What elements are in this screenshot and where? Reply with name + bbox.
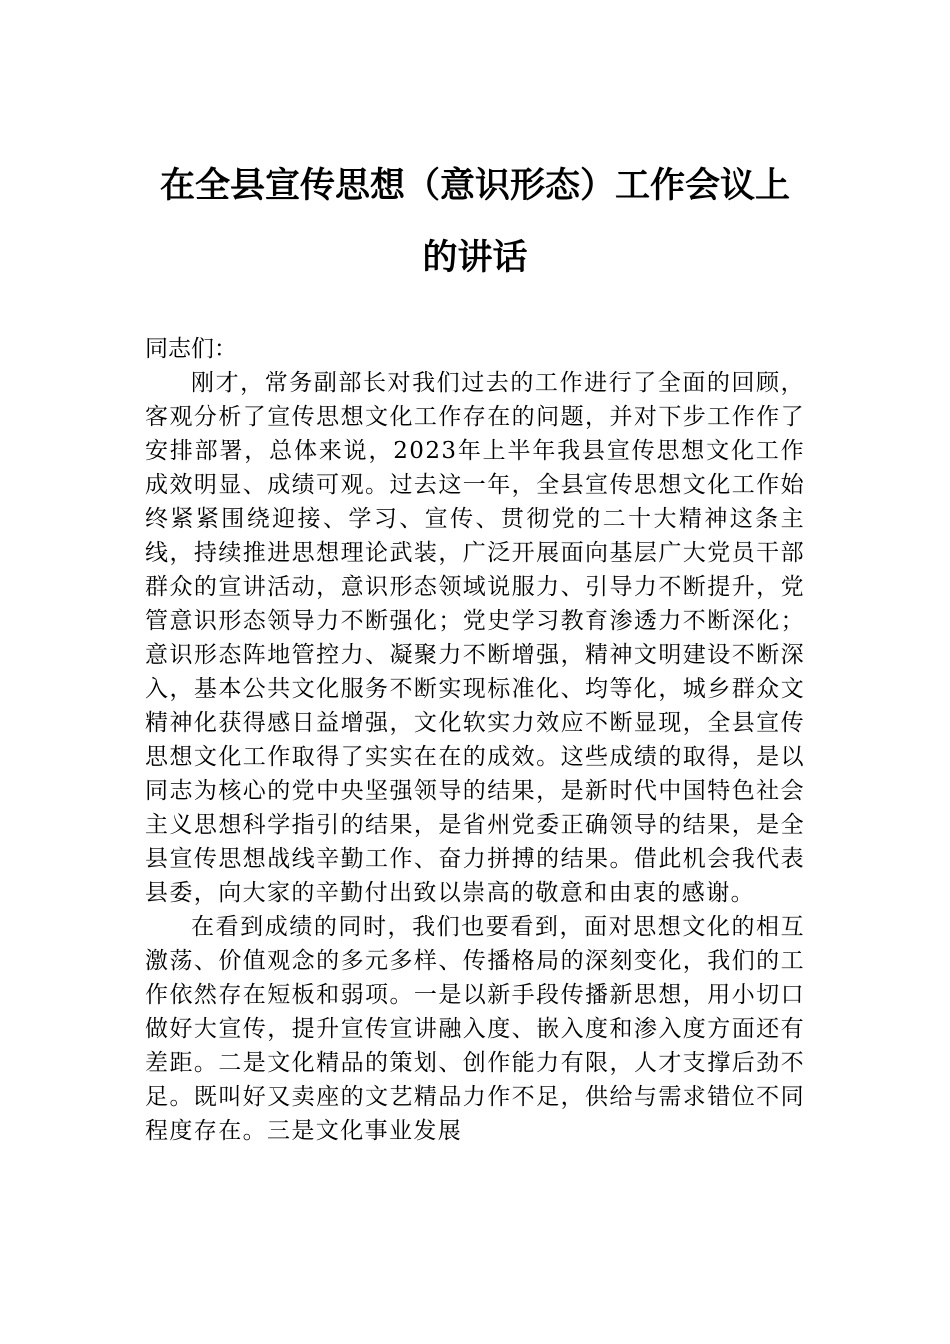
salutation: 同志们： <box>145 336 237 362</box>
paragraph-2: 在看到成绩的同时，我们也要看到，面对思想文化的相互激荡、价值观念的多元多样、传播格局的深刻变化，我们的工作依然存在短板和弱项。一是以新手段传播新思想，用小切口做好大宣传，提升宣传宣讲融入度、嵌入度和渗入度方面还有差距。二是文化精品的策划、创作能力有限，人才支撑后劲不足。既叫好又卖座的文艺精品力作不足，供给与需求错位不同程度存在。三是文化事业发展 <box>145 914 805 1144</box>
title-line-1: 在全县宣传思想（意识形态）工作会议上 <box>159 165 790 206</box>
document-page <box>145 150 805 1148</box>
document-title <box>145 150 805 294</box>
title-line-2: 的讲话 <box>422 237 528 278</box>
paragraph-1: 刚才，常务副部长对我们过去的工作进行了全面的回顾，客观分析了宣传思想文化工作存在的问题，并对下步工作作了安排部署，总体来说，2023年上半年我县宣传思想文化工作成效明显、成绩可观。过去这一年，全县宣传思想文化工作始终紧紧围绕迎接、学习、宣传、贯彻党的二十大精神这条主线，持续推进思想理论武装，广泛开展面向基层广大党员干部群众的宣讲活动，意识形态领域说服力、引导力不断提升，党管意识形态领导力不断强化；党史学习教育渗透力不断深化；意识形态阵地管控力、凝聚力不断增强，精神文明建设不断深入，基本公共文化服务不断实现标准化、均等化，城乡群众文精神化获得感日益增强，文化软实力效应不断显现，全县宣传思想文化工作取得了实实在在的成效。这些成绩的取得，是以同志为核心的党中央坚强领导的结果，是新时代中国特色社会主义思想科学指引的结果，是省州党委正确领导的结果，是全县宣传思想战线辛勤工作、奋力拼搏的结果。借此机会我代表县委，向大家的辛勤付出致以崇高的敬意和由衷的感谢。 <box>145 370 805 906</box>
